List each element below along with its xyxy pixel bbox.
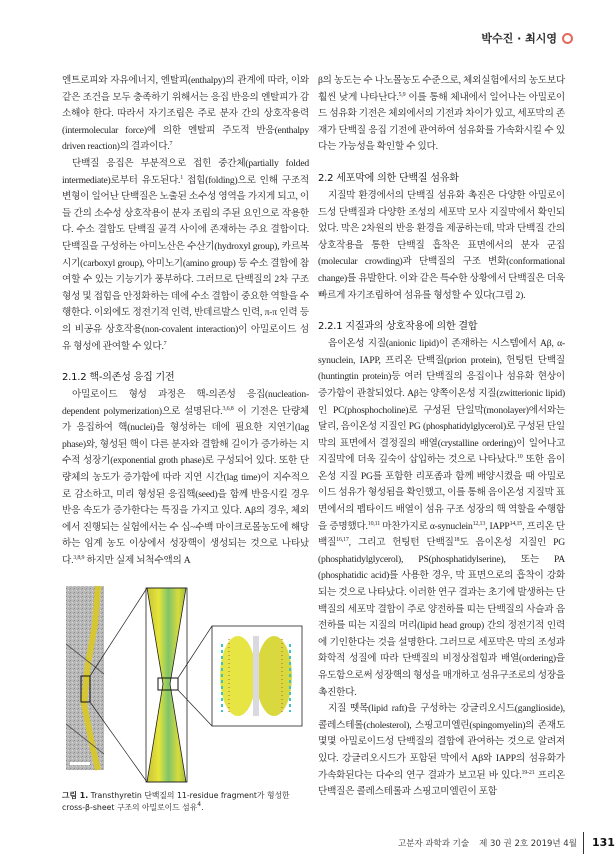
citation: 19-21 <box>521 769 535 776</box>
paragraph: β의 농도는 수 나노몰농도 수준으로, 체외실험에서의 농도보다 훨씬 낮게 나타난다.$^{5,9}$ 이를 통해 체내에서 일어나는 아밀로이드 섬유화 기전은 체외에서의 기전과 차이가 있고, 세포막의 존재가 단백질 응집 기전에 관여하여 섬유화를 가속화시킬 수 있다는 가능성을 확인할 수 있다. <box>318 75 565 153</box>
paragraph: 지질막 환경에서의 단백질 섬유화 촉진은 다양한 아밀로이드성 단백질과 다양한 조성의 세포막 모사 지질막에서 확인되었다. 막은 2차원의 반응 환경을 제공하는데, 막과 단백질 간의 상호작용을 통한 단백질 흡착은 표면에서의 분자 군집(molecular crowding)과 단백질의 구조 변화(conformational change)를 유발한다. 이와 같은 특수한 상황에서 단백질은 더욱 빠르게 자기조립하여 섬유를 형성할 수 있다(그림 2). <box>318 189 565 301</box>
citation: 4 <box>197 800 202 808</box>
journal-name: 고분자 과학과 기술 <box>398 838 470 849</box>
citation: 10 <box>516 454 523 461</box>
sheet-right <box>256 636 292 716</box>
figure-1-caption: 그림 1. Transthyretin 단백질의 11-residue fragment가 형성한 cross-β-sheet 구조의 아밀로이드 섬유$^4$. <box>62 790 290 812</box>
section-heading-2-2-1: 2.2.1 지질과의 상호작용에 의한 결합 <box>318 321 478 333</box>
zoom-line <box>178 690 212 726</box>
section-heading-2-1-2: 2.1.2 핵-의존성 응집 기전 <box>62 372 175 384</box>
page-number: 131 <box>591 836 615 850</box>
citation: 7 <box>163 340 167 347</box>
fibril-model-panel <box>147 588 186 782</box>
section-heading-2-2: 2.2 세포막에 의한 단백질 섬유화 <box>318 172 459 184</box>
two-column-body <box>62 0 565 814</box>
citation: 3,6,8 <box>222 405 234 412</box>
footer-divider <box>583 832 584 854</box>
citation: 10,11 <box>367 520 381 527</box>
scale-bar <box>70 762 90 765</box>
page-footer <box>398 832 615 854</box>
header-authors: 박수진 · 최시영 <box>481 32 557 45</box>
issue-info: 제 30 권 2호 2019년 4월 <box>479 838 577 849</box>
amyloid-fibril-figure <box>62 584 309 784</box>
sheet-left <box>220 636 256 716</box>
paragraph: 지질 뗏목(lipid raft)을 구성하는 강글리오시드(ganglioside), 콜레스테롤(cholesterol), 스핑고미엘린(spingomyelin)의 존재도 몇몇 아밀로이드성 단백질의 결합에 관여하는 것으로 알려져 있다. 강글리오시드가 포함된 막에서 Aβ와 IAPP의 섬유화가 가속화된다는 다수의 연구 결과가 보고된 바 있다.$^{19-21}$ 프리온 단백질은 콜레스테롤과 스핑고미엘린이 포함 <box>318 703 565 798</box>
left-column <box>62 73 309 814</box>
core-gap <box>253 636 259 716</box>
caption-label: 그림 1. <box>62 790 89 800</box>
figure-1-image <box>62 584 309 784</box>
citation: 7 <box>169 141 173 148</box>
citation: 5,9 <box>398 91 406 98</box>
paragraph: 아밀로이드 형성 과정은 핵-의존성 응집(nucleation-dependent polymerization)으로 설명된다.$^{3,6,8}$ 이 기전은 단량체가 응집하여 핵(nuclei)을 형성하는 데에 필요한 지연기(lag phase)와, 형성된 핵이 다른 분자와 결합해 길이가 증가하는 지수적 성장기(exponential groth phase)로 구성되어 있다. 또한 단량체의 농도가 증가함에 따라 지연 시간(lag time)이 지수적으로 감소하고, 미리 형성된 응집핵(seed)을 함께 반응시킬 경우 반응 속도가 증가한다는 특징을 가지고 있다. Aβ의 경우, 체외에서 진행되는 실험에서는 수 십~수백 마이크로몰농도에 해당하는 임계 농도 이상에서 성장핵이 생성되는 것으로 나타났다.$^{3,8,9}$ 하지만 실제 뇌척수액의 A <box>62 389 309 567</box>
citation: 14,15 <box>509 520 523 527</box>
paragraph: 엔트로피와 자유에너지, 엔탈피(enthalpy)의 관계에 따라, 이와 같은 조건을 모두 충족하기 위해서는 응집 반응의 엔탈피가 감소해야 한다. 따라서 자기조립은 주로 분자 간의 상호작용력(intermolecular force)에 의한 엔탈피 주도적 반응(enthalpy driven reaction)의 결과이다.$^7$ <box>62 75 309 153</box>
citation: 18 <box>453 537 460 544</box>
paragraph: 단백질 응집은 부분적으로 접힌 중간체(partially folded intermediate)로부터 유도된다.$^1$ 접힘(folding)으로 인해 구조적 변형이 일어난 단백질은 노출된 소수성 영역을 가지게 되고, 이들 간의 소수성 상호작용이 분자 조립의 주된 요인으로 작용한다. 수소 결합도 단백질 골격 사이에 존재하는 주요 결합이다. 단백질을 구성하는 아미노산은 수산기(hydroxyl group), 카르복시기(carboxyl group), 아미노기(amino group) 등 수소 결합에 참여할 수 있는 기능기가 풍부하다. 그러므로 단백질의 2차 구조 형성 및 접힘을 안정화하는 데에 수소 결합이 중요한 역할을 수행한다. 이외에도 정전기적 인력, 반데르발스 인력, π-π 인력 등의 비공유 상호작용(non-covalent interaction)이 아밀로이드 섬유 형성에 관여할 수 있다.$^7$ <box>62 157 309 352</box>
citation: 1 <box>180 174 184 181</box>
citation: 16,17 <box>336 537 349 544</box>
citation: 12,13 <box>472 520 486 527</box>
citation: 3,8,9 <box>73 555 85 562</box>
paragraph: 음이온성 지질(anionic lipid)이 존재하는 시스템에서 Aβ, α-synuclein, IAPP, 프리온 단백질(prion protein), 헌팅틴 단백질(huntingtin protein)등 여러 단백질의 응집이나 섬유화 현상이 증가함이 관찰되었다. Aβ는 양쪽이온성 지질(zwitterionic lipid)인 PC(phosphocholine)로 구성된 단일막(monolayer)에서와는 달리, 음이온성 지질인 PG (phosphatidylglycerol)로 구성된 단일막의 표면에서 결정질의 배열(crystalline ordering)이 일어나고 지질막에 더욱 깊숙이 삽입하는 것으로 나타났다.$^{10}$ 또한 음이온성 지질 PG를 포함한 리포좀과 함께 배양시켰을 때 아밀로이드 섬유가 형성됨을 확인했고, 이를 통해 음이온성 지질막 표면에서의 펩타이드 배열이 섬유 구조 성장의 핵 역할을 수행함을 증명했다.$^{10,11}$ 마찬가지로 α-synuclein$^{12,13}$, IAPP$^{14,15}$, 프리온 단백질$^{16,17}$, 그리고 헌팅턴 단백질$^{18}$도 음이온성 지질인 PG (phosphatidylglycerol), PS(phosphatidylserine), 또는 PA (phosphatidic acid)를 사용한 경우, 막 표면으로의 흡착이 강화되는 것으로 나타났다. 이러한 연구 결과는 초기에 발생하는 단백질의 세포막 결합이 주로 양전하를 띠는 단백질의 사슬과 음전하를 띠는 지질의 머리(lipid head group) 간의 정전기적 인력에 기인한다는 것을 설명한다. 그러므로 세포막은 막의 조성과 화학적 성질에 따라 단백질의 비정상접힘과 배열(ordering)을 유도함으로써 성장핵의 형성을 매개하고 섬유구조로의 성장을 촉진한다. <box>318 338 566 698</box>
right-column <box>318 73 565 801</box>
zoom-line <box>178 626 212 678</box>
